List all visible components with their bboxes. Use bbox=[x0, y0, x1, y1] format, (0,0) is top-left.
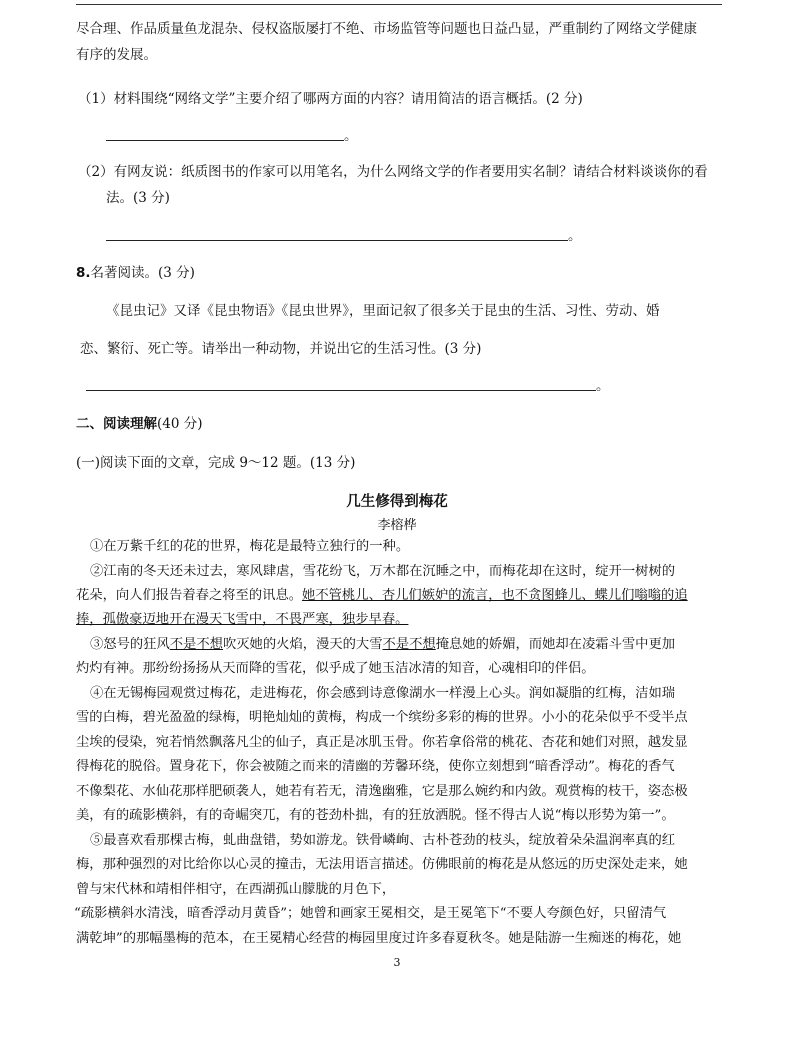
question-2-line-1: （2）有网友说：纸质图书的作家可以用笔名，为什么网络文学的作者要用实名制？请结合材料谈谈你的看 bbox=[78, 164, 708, 180]
answer-blank-2[interactable] bbox=[106, 240, 568, 241]
article-paragraph-4-line-2: 雪的白梅，碧光盈盈的绿梅，明艳灿灿的黄梅，构成一个缤纷多彩的梅的世界。小小的花朵似乎不受半点 bbox=[76, 710, 688, 725]
underlined-sentence-part-1: 她不管桃儿、杏儿们嫉妒的流言，也不贪图蜂儿、蝶儿们嗡嗡的追 bbox=[302, 588, 688, 603]
answer-blank-3-end: 。 bbox=[596, 378, 610, 394]
question-8-heading bbox=[76, 263, 195, 283]
article-author: 李榕桦 bbox=[377, 518, 417, 533]
section-2-title: 二、阅读理解 bbox=[76, 416, 157, 432]
article-paragraph-5-line-1: ⑤最喜欢看那棵古梅，虬曲盘错，势如游龙。铁骨嶙峋、古朴苍劲的枝头，绽放着朵朵温润率真的红 bbox=[90, 833, 676, 848]
underlined-sentence-part-2: 捧，孤傲豪迈地开在漫天飞雪中，不畏严寒，独步早春。 bbox=[76, 612, 409, 627]
paragraph-2-text: 花朵，向人们报告着春之将至的讯息。 bbox=[76, 588, 303, 603]
article-paragraph-3-line-2: 灼灼有神。那纷纷扬扬从天而降的雪花，似乎成了她玉洁冰清的知音，心魂相印的伴侣。 bbox=[76, 661, 595, 676]
answer-blank-1-end: 。 bbox=[344, 128, 358, 144]
article-paragraph-5-line-3: 曾与宋代林和靖相伴相守，在西湖孤山朦胧的月色下， bbox=[76, 882, 396, 897]
article-paragraph-1: ①在万紫千红的花的世界，梅花是最特立独行的一种。 bbox=[90, 539, 410, 554]
question-2-line-2: 法。(3 分) bbox=[106, 190, 170, 206]
question-1: （1）材料围绕“网络文学”主要介绍了哪两方面的内容？请用简洁的语言概括。(2 分) bbox=[78, 91, 583, 107]
article-paragraph-4-line-1: ④在无锡梅园观赏过梅花，走进梅花，你会感到诗意像湖水一样漫上心头。润如凝脂的红梅，洁如瑞 bbox=[90, 686, 676, 701]
article-paragraph-4-line-3: 尘埃的侵染，宛若悄然飘落凡尘的仙子，真正是冰肌玉骨。你若拿俗常的桃花、杏花和她们对照，越发显 bbox=[76, 735, 688, 750]
intro-line-2: 有序的发展。 bbox=[76, 47, 157, 63]
article-paragraph-2-line-2 bbox=[76, 586, 722, 606]
p3-text-a: ③怒号的狂风 bbox=[90, 637, 170, 652]
section-2-heading bbox=[76, 414, 203, 434]
top-rule bbox=[76, 4, 722, 5]
p3-underlined-b: 不是不想 bbox=[382, 637, 436, 652]
article-paragraph-5-line-5: 满乾坤”的那幅墨梅的范本，在王冕精心经营的梅园里度过许多春夏秋冬。她是陆游一生痴迷的梅花，她 bbox=[76, 931, 682, 946]
page-number: 3 bbox=[393, 956, 401, 969]
article-paragraph-4-line-5: 不像梨花、水仙花那样肥硕袭人，她若有若无，清逸幽雅，它是那么婉约和内敛。观赏梅的枝干，姿态极 bbox=[76, 784, 688, 799]
question-8-line-1: 《昆虫记》又译《昆虫物语》《昆虫世界》，里面记叙了很多关于昆虫的生活、习性、劳动、婚 bbox=[106, 303, 660, 319]
article-paragraph-5-line-2: 梅，那种强烈的对比给你以心灵的撞击，无法用语言描述。仿佛眼前的梅花是从悠远的历史深处走来，她 bbox=[76, 857, 688, 872]
question-8-line-2: 恋、繁衍、死亡等。请举出一种动物，并说出它的生活习性。(3 分) bbox=[80, 341, 482, 357]
article-paragraph-2-line-3 bbox=[76, 610, 722, 630]
p3-text-b: 吹灭她的火焰，漫天的大雪 bbox=[222, 637, 383, 652]
reading-1-instruction: (一)阅读下面的文章，完成 9～12 题。(13 分) bbox=[76, 455, 356, 471]
p3-text-c: 掩息她的娇媚，而她却在凌霜斗雪中更加 bbox=[435, 637, 676, 652]
article-paragraph-4-line-4: 得梅花的脱俗。置身花下，你会被随之而来的清幽的芳馨环绕，使你立刻想到“暗香浮动”。梅花的香气 bbox=[76, 759, 675, 774]
intro-line-1: 尽合理、作品质量鱼龙混杂、侵权盗版屡打不绝、市场监管等问题也日益凸显，严重制约了网络文学健康 bbox=[76, 21, 697, 37]
p3-underlined-a: 不是不想 bbox=[169, 637, 223, 652]
question-8-number: 8. bbox=[76, 265, 91, 281]
article-title: 几生修得到梅花 bbox=[346, 494, 448, 510]
answer-blank-3[interactable] bbox=[86, 390, 596, 391]
article-paragraph-2-line-1: ②江南的冬天还未过去，寒风肆虐，雪花纷飞，万木都在沉睡之中，而梅花却在这时，绽开一树树的 bbox=[90, 564, 676, 579]
article-paragraph-5-line-4: “疏影横斜水清浅，暗香浮动月黄昏”；她曾和画家王冕相交，是王冕笔下“不要人夸颜色好，只留清气 bbox=[74, 906, 667, 921]
answer-blank-1[interactable] bbox=[106, 140, 344, 141]
article-paragraph-3-line-1 bbox=[90, 635, 722, 655]
question-8-title: 名著阅读。(3 分) bbox=[90, 265, 195, 281]
article-paragraph-4-line-6: 美，有的疏影横斜，有的奇崛突兀，有的苍劲朴拙，有的狂放洒脱。怪不得古人说“梅以形势为第一”。 bbox=[76, 808, 675, 823]
section-2-score: (40 分) bbox=[157, 416, 203, 432]
answer-blank-2-end: 。 bbox=[568, 228, 582, 244]
